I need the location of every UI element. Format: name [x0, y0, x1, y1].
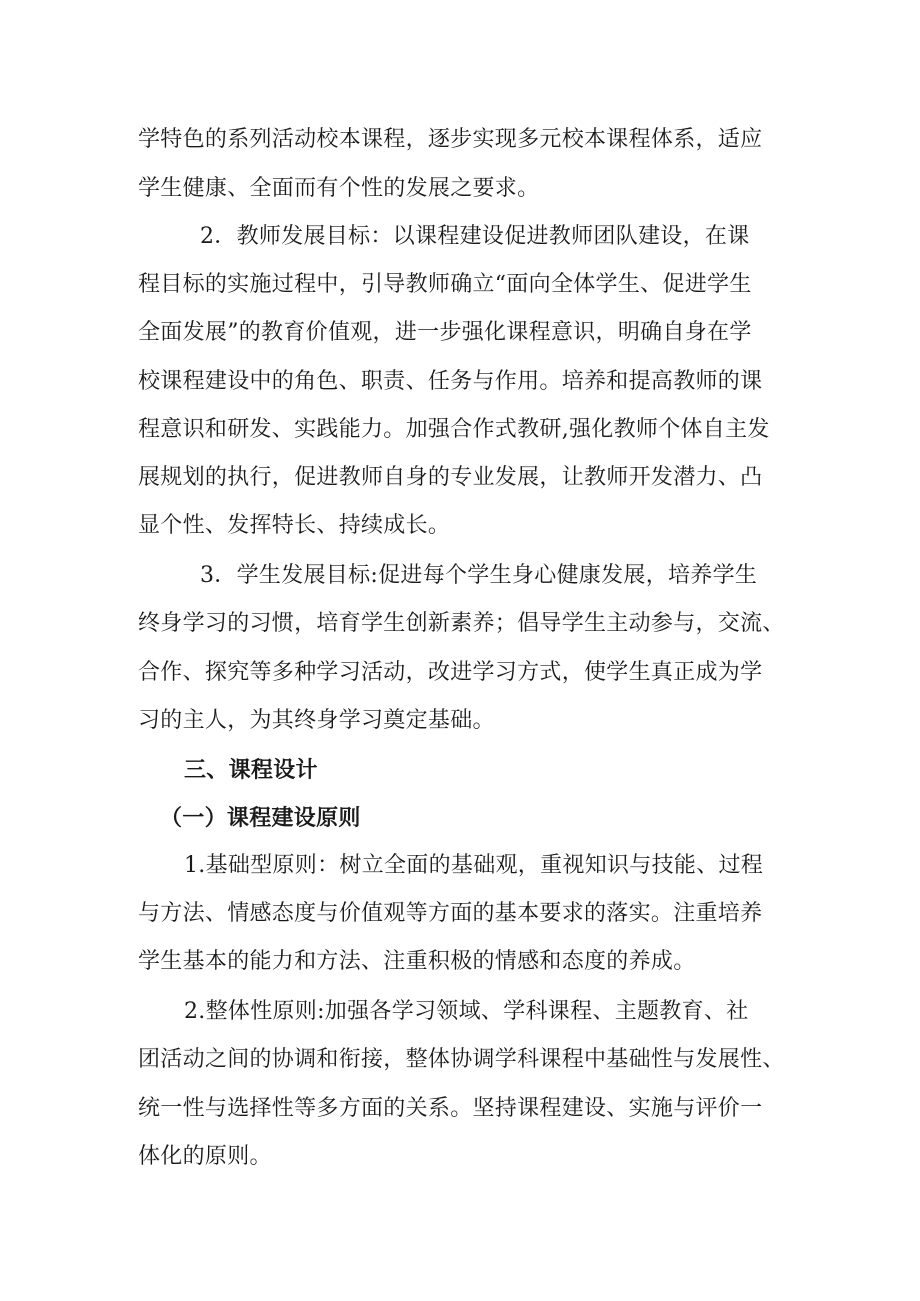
text-line: 学生健康、全面而有个性的发展之要求。: [138, 176, 540, 201]
text-line: 程意识和研发、实践能力。加强合作式教研,强化教师个体自主发: [138, 417, 770, 442]
text-line: 习的主人，为其终身学习奠定基础。: [138, 708, 495, 733]
paragraph-teacher-goal: 2．教师发展目标：以课程建设促进教师团队建设，在课: [200, 224, 750, 249]
text-line: 合作、探究等多种学习活动，改进学习方式，使学生真正成为学: [138, 660, 763, 685]
text-line: 学生基本的能力和方法、注重积极的情感和态度的养成。: [138, 949, 696, 974]
paragraph-integrity-principle: 2.整体性原则:加强各学习领域、学科课程、主题教育、社: [184, 999, 749, 1024]
text-line: 学特色的系列活动校本课程，逐步实现多元校本课程体系，适应: [138, 127, 763, 152]
section-heading: 三、课程设计: [184, 757, 318, 783]
text-line: 体化的原则。: [138, 1144, 272, 1169]
text-line: 终身学习的习惯，培育学生创新素养；倡导学生主动参与，交流、: [138, 611, 785, 636]
text-line: 团活动之间的协调和衔接，整体协调学科课程中基础性与发展性、: [138, 1047, 785, 1072]
text-line: 全面发展”的教育价值观，进一步强化课程意识，明确自身在学: [138, 320, 752, 345]
text-line: 校课程建设中的角色、职责、任务与作用。培养和提高教师的课: [138, 369, 763, 394]
text-line: 展规划的执行，促进教师自身的专业发展，让教师开发潜力、凸: [138, 465, 763, 490]
text-line: 显个性、发挥特长、持续成长。: [138, 513, 451, 538]
paragraph-student-goal: 3．学生发展目标:促进每个学生身心健康发展，培养学生: [200, 563, 758, 588]
text-line: 程目标的实施过程中，引导教师确立“面向全体学生、促进学生: [138, 272, 752, 297]
paragraph-basic-principle: 1.基础型原则：树立全面的基础观，重视知识与技能、过程: [184, 853, 764, 878]
text-line: 与方法、情感态度与价值观等方面的基本要求的落实。注重培养: [138, 901, 763, 926]
subsection-heading: （一）课程建设原则: [160, 805, 361, 831]
text-line: 统一性与选择性等多方面的关系。坚持课程建设、实施与评价一: [138, 1096, 763, 1121]
